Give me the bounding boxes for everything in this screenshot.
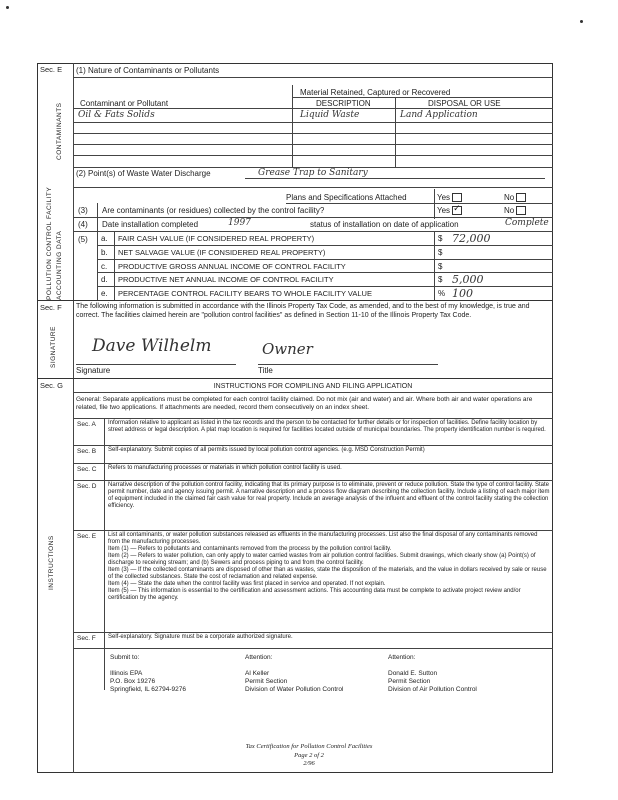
q5-num: (5) — [78, 235, 88, 244]
col-divider — [114, 231, 115, 300]
rule — [73, 392, 553, 393]
acc-row-letter: a. — [101, 234, 108, 243]
addr2-line3: Division of Water Pollution Control — [245, 686, 344, 693]
title-line — [258, 364, 438, 365]
sec-f-tag: Sec. F — [40, 303, 62, 312]
plans-no — [504, 193, 526, 202]
q3-no — [504, 206, 526, 215]
hand-title: Owner — [262, 340, 313, 358]
rule — [73, 77, 553, 78]
rule — [97, 272, 553, 273]
addr1-line2: P.O. Box 19276 — [110, 678, 156, 685]
hand-discharge: Grease Trap to Sanitary — [258, 168, 368, 178]
rule — [73, 463, 553, 464]
footer-line1: Tax Certification for Pollution Control Facilities — [245, 743, 373, 750]
rule — [73, 632, 553, 633]
col-divider — [104, 418, 105, 445]
col-divider — [434, 189, 435, 219]
sec-e-side-label-pollution: POLLUTION CONTROL FACILITY — [46, 186, 53, 300]
acc-row-unit: $ — [438, 234, 443, 243]
item1-title: (1) Nature of Contaminants or Pollutants — [76, 66, 220, 75]
plans-yes — [437, 193, 462, 202]
title-label: Title — [258, 366, 273, 375]
plans-yes-label: Yes — [437, 193, 451, 202]
instruction-tag: Sec. A — [77, 421, 96, 428]
rule — [73, 155, 553, 156]
hand-status: Complete — [505, 218, 549, 228]
rule — [292, 97, 553, 98]
signature-label: Signature — [76, 366, 111, 375]
acc-row-label: PERCENTAGE CONTROL FACILITY BEARS TO WHOLE FACILITY VALUE — [118, 289, 372, 299]
instruction-text: Self-explanatory. Submit copies of all permits issued by local pollution control agencies. (e.g. MSD Construction Permit) — [108, 447, 425, 453]
rule — [73, 445, 553, 446]
submit-to-label: Submit to: — [110, 654, 140, 661]
attention1-label: Attention: — [245, 654, 273, 661]
sec-g-tag: Sec. G — [40, 381, 63, 390]
col-divider — [104, 445, 105, 463]
addr2-line1: Al Keller — [245, 670, 270, 677]
q3-num: (3) — [78, 206, 88, 215]
col-description-header: DESCRIPTION — [316, 99, 371, 108]
hand-contaminant: Oil & Fats Solids — [78, 110, 155, 120]
acc-row-unit: $ — [438, 261, 443, 271]
scan-mark — [6, 6, 9, 9]
plans-no-checkbox[interactable] — [516, 193, 526, 202]
acc-row-label: PRODUCTIVE GROSS ANNUAL INCOME OF CONTROL FACILITY — [118, 261, 346, 271]
rule — [97, 245, 553, 246]
sec-f-side-label: SIGNATURE — [50, 326, 57, 368]
plans-label: Plans and Specifications Attached — [286, 193, 407, 202]
addr1-line1: Illinois EPA — [110, 670, 143, 677]
section-divider — [37, 378, 553, 379]
instruction-text: Narrative description of the pollution control facility, indicating that its primary purpose is to eliminate, prevent or reduce pollution. State the type of control facility. State permit number, date and agency issuing permit. A narrative description and a process flow diagram describing the collection facility. Include a listing of each major item of equipment included in the claimed fair cash value for real property. Include an average analysis of the influent and effluent of the control facility stating the collection efficiency. — [108, 482, 550, 509]
col-divider — [104, 648, 105, 690]
hand-disposal: Land Application — [400, 110, 478, 120]
instruction-tag: Sec. E — [77, 533, 97, 540]
hand-date: 1997 — [228, 218, 251, 228]
sec-e-side-label-accounting: ACCOUNTING DATA — [56, 230, 63, 300]
rule — [286, 203, 553, 204]
rule — [73, 122, 553, 123]
instruction-tag: Sec. C — [77, 466, 97, 473]
q3-no-label: No — [504, 206, 515, 215]
material-header: Material Retained, Captured or Recovered — [300, 88, 451, 97]
col-divider — [104, 632, 105, 648]
col-divider — [104, 530, 105, 632]
q4-num: (4) — [78, 220, 88, 229]
acc-row-value: 5,000 — [452, 273, 484, 287]
acc-row-label: NET SALVAGE VALUE (IF CONSIDERED REAL PROPERTY) — [118, 247, 326, 257]
col-divider — [104, 463, 105, 480]
instruction-text: Self-explanatory. Signature must be a corporate authorized signature. — [108, 634, 293, 640]
instruction-text: List all contaminants, or water pollution substances released as effluents in the manufacturing processes. List also the final disposal of any contaminants removed from the manufacturing processes. Item (1) — Refers to pollutants and contaminants removed from the process by the pollution control facility. Item (2) — Refers to water pollution, can only apply to water carried wastes from air pollution control facilities. Submit drawings, which clearly show (a) Point(s) of discharge to receiving stream; and (b) Sewers and process piping to and from the control facility. Item (3) — If the collected contaminants are disposed of other than as wastes, state the disposition of the materials, and the value in dollars received by sale or reuse of the collected substances. State the cost of reclamation and related expense. Item (4) — State the date when the control facility was first placed in service and operated. If not explain. Item (5) — This information is essential to the certification and assessment actions. This accounting data must be complete to activate project review and/or certification by the agency. — [108, 532, 547, 601]
item2-label: (2) Point(s) of Waste Water Discharge — [76, 169, 211, 178]
plans-no-label: No — [504, 193, 515, 202]
instruction-text: Information relative to applicant as listed in the tax records and the person to be contacted for further details or for inspection of facilities. Define facility location by street address or legal description. A plat map location is required for facilities located outside of municipal boundaries. The property identification number is required. — [108, 420, 546, 433]
section-divider — [37, 300, 553, 301]
instruction-tag: Sec. F — [77, 635, 96, 642]
acc-row-letter: d. — [101, 275, 108, 285]
acc-row-value: 72,000 — [452, 232, 491, 245]
plans-yes-checkbox[interactable] — [452, 193, 462, 202]
col-contaminant-header: Contaminant or Pollutant — [80, 99, 169, 108]
addr1-line3: Springfield, IL 62794-9276 — [110, 686, 187, 693]
addr3-line1: Donald E. Sutton — [388, 670, 438, 677]
rule — [73, 108, 553, 109]
acc-row-unit: $ — [438, 275, 443, 285]
rule — [73, 187, 553, 188]
acc-row-unit: $ — [438, 247, 443, 257]
sec-f-text: The following information is submitted in accordance with the Illinois Property Tax Code, as amended, and to the best of my knowledge, is true and correct. The facilities claimed herein are "pollution control facilities" as defined in Section 11-10 of the Illinois Property Tax Code. — [76, 303, 530, 319]
rule — [97, 259, 553, 260]
col-divider — [104, 480, 105, 530]
sec-e-side-label-contaminants: CONTAMINANTS — [56, 102, 63, 160]
instruction-tag: Sec. D — [77, 483, 97, 490]
sec-g-heading: INSTRUCTIONS FOR COMPILING AND FILING APPLICATION — [213, 383, 413, 390]
hand-description: Liquid Waste — [300, 110, 360, 120]
addr3-line3: Division of Air Pollution Control — [388, 686, 477, 693]
footer-line2: Page 2 of 2 — [294, 752, 324, 759]
q3-no-checkbox[interactable] — [516, 206, 526, 215]
footer-line3: 2/96 — [303, 760, 315, 767]
rule — [73, 133, 553, 134]
rule — [97, 286, 553, 287]
acc-row-unit: % — [438, 289, 446, 299]
attention2-label: Attention: — [388, 654, 416, 661]
rule — [73, 530, 553, 531]
rule — [73, 144, 553, 145]
general-instructions: General: Separate applications must be completed for each control facility claimed. Do not mix (air and water) and air. Where both air and water operations are related, file two applications. If attachments are needed, record them consecutively on an index sheet. — [76, 396, 533, 411]
addr2-line2: Permit Section — [245, 678, 288, 685]
scan-mark — [580, 20, 583, 23]
col-disposal-header: DISPOSAL OR USE — [428, 99, 501, 108]
rule — [245, 178, 545, 179]
signature-line — [76, 364, 236, 365]
hand-signature: Dave Wilhelm — [92, 336, 212, 356]
acc-row-label: PRODUCTIVE NET ANNUAL INCOME OF CONTROL FACILITY — [118, 275, 334, 285]
q3-yes — [437, 206, 462, 215]
sec-g-side-label: INSTRUCTIONS — [48, 535, 55, 590]
sec-e-tag: Sec. E — [40, 65, 63, 74]
acc-row-letter: e. — [101, 289, 108, 299]
instruction-tag: Sec. B — [77, 448, 97, 455]
q4-status-label: status of installation on date of application — [310, 220, 459, 229]
rule — [73, 217, 553, 218]
q3-yes-label: Yes — [437, 206, 451, 215]
q3-label: Are contaminants (or residues) collected by the control facility? — [102, 206, 325, 215]
acc-row-value: 100 — [452, 287, 473, 301]
addr3-line2: Permit Section — [388, 678, 431, 685]
rule — [73, 480, 553, 481]
q4-label: Date installation completed — [102, 220, 199, 229]
rule — [73, 418, 553, 419]
acc-row-letter: c. — [101, 261, 108, 271]
rule — [73, 648, 553, 649]
acc-row-letter: b. — [101, 247, 108, 257]
acc-row-label: FAIR CASH VALUE (IF CONSIDERED REAL PROPERTY) — [118, 234, 315, 243]
col-divider — [434, 231, 435, 300]
q3-yes-checkbox[interactable] — [452, 206, 462, 215]
instruction-text: Refers to manufacturing processes or materials in which pollution control facility is used. — [108, 465, 342, 471]
